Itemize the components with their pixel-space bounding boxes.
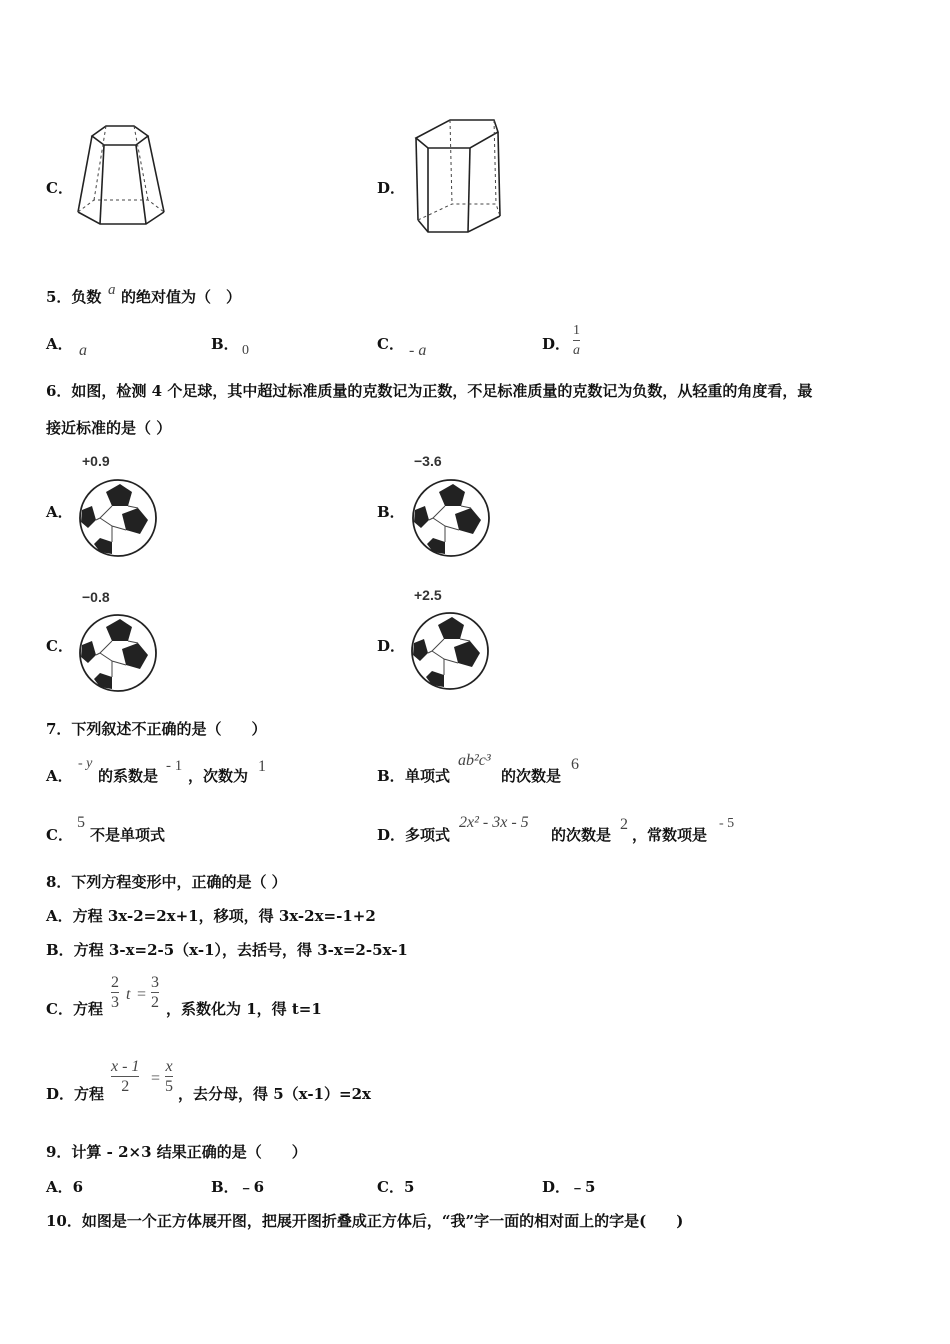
q9-option-a: A．6 xyxy=(46,1178,84,1196)
q8-option-d-numerator-right: x xyxy=(165,1058,173,1075)
q6-option-a-value: +0.9 xyxy=(82,453,110,469)
soccer-ball-icon xyxy=(410,611,490,691)
q5-option-b-value: 0 xyxy=(242,343,249,358)
q7-option-d-text3: ，常数项是 xyxy=(632,826,708,844)
q8-option-d-denominator-right: 5 xyxy=(165,1078,173,1095)
q5-stem-prefix: 5．负数 xyxy=(46,288,102,306)
q6-stem-line1: 6．如图，检测 4 个足球，其中超过标准质量的克数记为正数，不足标准质量的克数记为负数，从轻重的角度看，最 xyxy=(46,382,813,400)
q7-option-b-expr: ab²c³ xyxy=(458,752,491,769)
q7-option-b-text1: 单项式 xyxy=(405,767,451,785)
q6-option-d-label: D． xyxy=(377,637,406,655)
q8-option-c-numerator-left: 2 xyxy=(111,974,119,991)
q8-option-c-numerator-right: 3 xyxy=(151,974,159,991)
q8-option-d-fraction-right xyxy=(165,1058,173,1095)
q8-option-c-variable: t xyxy=(126,986,131,1003)
q7-option-a-text1: 的系数是 xyxy=(98,767,159,785)
q7-option-d-constant: - 5 xyxy=(719,816,735,831)
q7-option-c-label: C． xyxy=(46,826,73,844)
q6-option-d-value: +2.5 xyxy=(414,587,442,603)
q5-option-a-label: A． xyxy=(46,335,73,353)
fraction-bar xyxy=(111,1076,139,1077)
q7-option-b-degree: 6 xyxy=(571,756,579,773)
fraction-bar xyxy=(111,992,119,993)
q6-option-b-label: B． xyxy=(377,503,405,521)
q7-option-b-label: B． xyxy=(377,767,405,785)
q6-option-b-value: −3.6 xyxy=(414,453,442,469)
q7-stem: 7．下列叙述不正确的是（ ） xyxy=(46,720,267,738)
q8-option-c-text: ，系数化为 1，得 t=1 xyxy=(166,1000,322,1018)
q7-option-d-text2: 的次数是 xyxy=(551,826,612,844)
q7-option-c-number: 5 xyxy=(77,814,85,831)
q7-option-a-label: A． xyxy=(46,767,73,785)
q7-option-a-degree: 1 xyxy=(258,758,266,775)
fraction-bar xyxy=(165,1076,173,1077)
q7-option-b-text2: 的次数是 xyxy=(501,767,562,785)
q6-option-c-value: −0.8 xyxy=(82,589,110,605)
q6-option-c-label: C． xyxy=(46,637,73,655)
q8-option-d-label: D．方程 xyxy=(46,1085,105,1103)
q5-option-c-value: - a xyxy=(409,342,427,359)
q9-option-d: D．﹣5 xyxy=(542,1178,596,1196)
q4-option-c-figure xyxy=(72,118,170,234)
q8-stem: 8．下列方程变形中，正确的是（ ） xyxy=(46,873,287,891)
q7-option-d-text1: 多项式 xyxy=(405,826,451,844)
q4-option-d-label: D． xyxy=(377,179,406,197)
q8-option-c-fraction-right xyxy=(151,974,159,1011)
q7-option-c-text: 不是单项式 xyxy=(90,826,166,844)
q8-option-d-fraction-left xyxy=(111,1058,139,1095)
q9-option-c: C．5 xyxy=(377,1178,415,1196)
fraction-bar xyxy=(151,992,159,993)
q8-option-d-numerator-left: x - 1 xyxy=(111,1058,140,1075)
fraction-bar xyxy=(573,340,580,341)
q8-option-d-equals: = xyxy=(151,1070,161,1087)
q10-stem: 10．如图是一个正方体展开图，把展开图折叠成正方体后，“我”字一面的相对面上的字是( ) xyxy=(46,1212,684,1230)
q8-option-c-label: C．方程 xyxy=(46,1000,103,1018)
q5-option-a-value: a xyxy=(79,342,87,359)
q4-option-d-figure xyxy=(410,116,506,238)
q7-option-a-coefficient: - 1 xyxy=(166,758,183,774)
q8-option-d-denominator-left: 2 xyxy=(121,1078,130,1095)
q6-option-a-label: A． xyxy=(46,503,73,521)
q6-stem-line2: 接近标准的是（ ） xyxy=(46,419,172,437)
soccer-ball-icon xyxy=(78,478,158,558)
q5-option-d-numerator: 1 xyxy=(573,323,580,338)
q4-option-c-label: C． xyxy=(46,179,73,197)
q5-option-d-label: D． xyxy=(542,335,571,353)
q7-option-d-expr: 2x² - 3x - 5 xyxy=(459,814,529,831)
soccer-ball-icon xyxy=(411,478,491,558)
q8-option-c-denominator-right: 2 xyxy=(151,994,159,1011)
q7-option-d-degree: 2 xyxy=(620,816,628,833)
q5-option-b-label: B． xyxy=(211,335,239,353)
q7-option-d-label: D． xyxy=(377,826,406,844)
q9-option-b: B．﹣6 xyxy=(211,1178,265,1196)
q5-stem-suffix: 的绝对值为（ ） xyxy=(121,288,242,306)
q8-option-b: B．方程 3-x=2-5（x-1），去括号，得 3-x=2-5x-1 xyxy=(46,941,408,959)
q8-option-d-text: ，去分母，得 5（x-1）=2x xyxy=(178,1085,371,1103)
q7-option-a-expr: - y xyxy=(78,756,93,771)
q5-option-c-label: C． xyxy=(377,335,404,353)
q5-stem-variable: a xyxy=(108,282,116,298)
q5-option-d-denominator: a xyxy=(573,343,580,358)
q8-option-c-denominator-left: 3 xyxy=(111,994,119,1011)
q8-option-c-equals: = xyxy=(137,986,147,1003)
q7-option-a-text2: ，次数为 xyxy=(188,767,249,785)
q9-stem: 9．计算 - 2×3 结果正确的是（ ） xyxy=(46,1143,307,1161)
q8-option-c-fraction-left xyxy=(111,974,119,1011)
soccer-ball-icon xyxy=(78,613,158,693)
q8-option-a: A．方程 3x-2=2x+1，移项，得 3x-2x=-1+2 xyxy=(46,907,376,925)
q5-option-d-fraction xyxy=(573,322,580,359)
